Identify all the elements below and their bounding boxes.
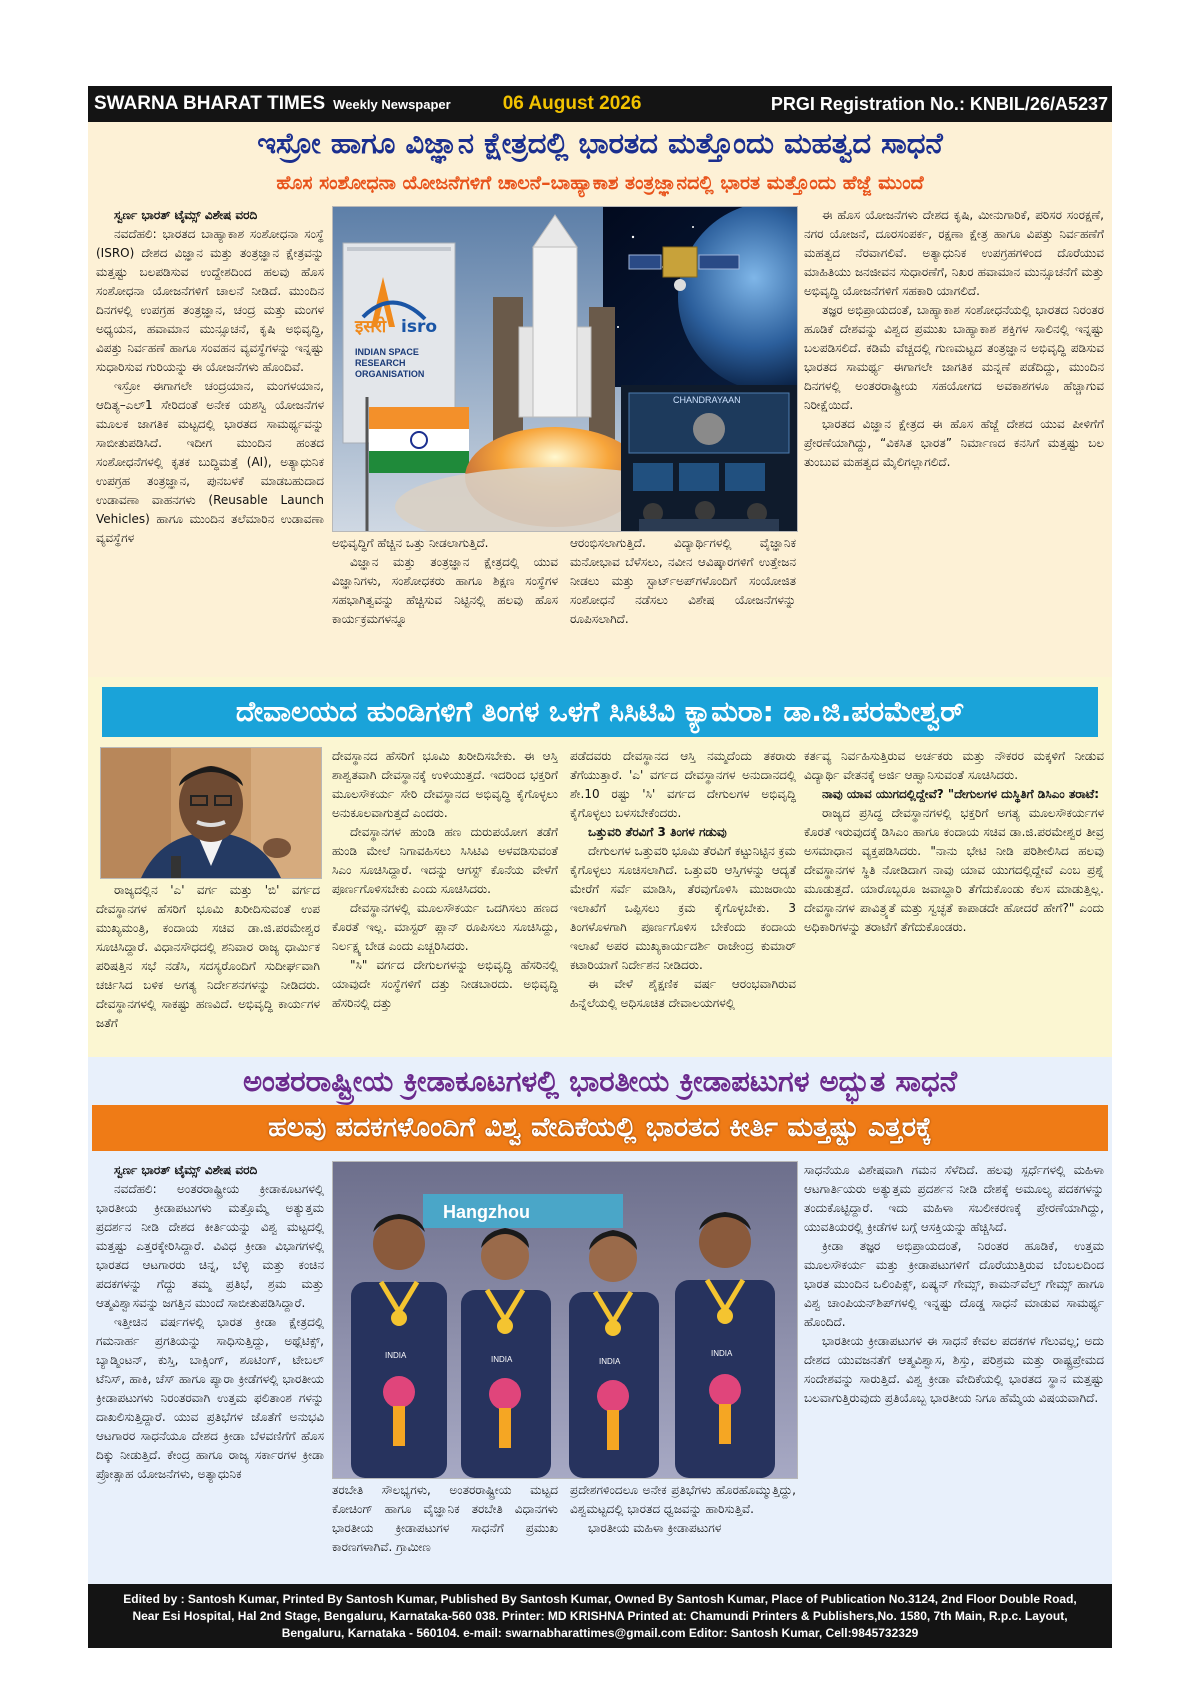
story1-paragraph: ಈ ಹೊಸ ಯೋಜನೆಗಳು ದೇಶದ ಕೃಷಿ, ಮೀನುಗಾರಿಕೆ, ಪರಿಸರ ಸಂರಕ್ಷಣೆ, ನಗರ ಯೋಜನೆ, ದೂರಸಂಪರ್ಕ, ರಕ್ಷಣಾ ಕ್ಷೇತ್ರ ಹಾಗೂ ವಿಪತ್ತು ನಿರ್ವಹಣೆಗೆ ಮಹತ್ವದ ನೆರವಾಗಲಿವೆ. ಅತ್ಯಾಧುನಿಕ ಉಪಗ್ರಹಗಳಿಂದ ದೊರೆಯುವ ಮಾಹಿತಿಯು ಜನಜೀವನ ಸುಧಾರಣೆಗೆ, ನಿಖರ ಹವಾಮಾನ ಮುನ್ಸೂಚನೆಗೆ ಮತ್ತು ಅಭಿವೃದ್ಧಿ ಯೋಜನೆಗಳಿಗೆ ಸಹಕಾರಿ ಯಾಗಲಿದೆ. xyxy=(804,208,1104,298)
jersey-text: INDIA xyxy=(385,1351,407,1360)
story3-column-4 xyxy=(804,1161,1104,1581)
story3-paragraph: ಪ್ರದೇಶಗಳಿಂದಲೂ ಅನೇಕ ಪ್ರತಿಭೆಗಳು ಹೊರಹೊಮ್ಮುತ್ತಿದ್ದು, ವಿಶ್ವಮಟ್ಟದಲ್ಲಿ ಭಾರತದ ಧ್ವಜವನ್ನು ಹಾರಿಸುತ್ತಿವೆ. xyxy=(570,1483,796,1516)
story3-column-3 xyxy=(570,1481,796,1581)
story3-paragraph: ತರಬೇತಿ ಸೌಲಭ್ಯಗಳು, ಅಂತರರಾಷ್ಟ್ರೀಯ ಮಟ್ಟದ ಕೋಚಿಂಗ್ ಹಾಗೂ ವೈಜ್ಞಾನಿಕ ತರಬೇತಿ ವಿಧಾನಗಳು ಭಾರತೀಯ ಕ್ರೀಡಾಪಟುಗಳ ಸಾಧನೆಗೆ ಪ್ರಮುಖ ಕಾರಣಗಳಾಗಿವೆ. ಗ್ರಾಮೀಣ xyxy=(332,1483,558,1554)
paper-frequency: Weekly Newspaper xyxy=(333,96,451,112)
story3-column-2 xyxy=(332,1481,558,1581)
story3-paragraph: ಕ್ರೀಡಾ ತಜ್ಞರ ಅಭಿಪ್ರಾಯದಂತೆ, ನಿರಂತರ ಹೂಡಿಕೆ, ಉತ್ತಮ ಮೂಲಸೌಕರ್ಯ ಮತ್ತು ಕ್ರೀಡಾಪಟುಗಳಿಗೆ ದೊರೆಯುತ್ತಿರುವ ಬೆಂಬಲದಿಂದ ಭಾರತ ಮುಂದಿನ ಒಲಿಂಪಿಕ್ಸ್, ಏಷ್ಯನ್ ಗೇಮ್ಸ್, ಕಾಮನ್‌ವೆಲ್ತ್ ಗೇಮ್ಸ್ ಹಾಗೂ ವಿಶ್ವ ಚಾಂಪಿಯನ್‌ಶಿಪ್‌ಗಳಲ್ಲಿ ಇನ್ನಷ್ಟು ದೊಡ್ಡ ಸಾಧನೆ ಮಾಡುವ ಸಾಮರ್ಥ್ಯ ಹೊಂದಿದೆ. xyxy=(804,1239,1104,1329)
venue-banner: Hangzhou xyxy=(443,1202,530,1222)
story3-paragraph: ಸಾಧನೆಯೂ ವಿಶೇಷವಾಗಿ ಗಮನ ಸೆಳೆದಿದೆ. ಹಲವು ಸ್ಪರ್ಧೆಗಳಲ್ಲಿ ಮಹಿಳಾ ಆಟಗಾರ್ತಿಯರು ಅತ್ಯುತ್ತಮ ಪ್ರದರ್ಶನ ನೀಡಿ ದೇಶಕ್ಕೆ ಅಮೂಲ್ಯ ಪದಕಗಳನ್ನು ತಂದುಕೊಟ್ಟಿದ್ದಾರೆ. ಇದು ಮಹಿಳಾ ಸಬಲೀಕರಣಕ್ಕೆ ಪ್ರೇರಣೆಯಾಗಿದ್ದು, ಯುವತಿಯರಲ್ಲಿ ಕ್ರೀಡೆಗಳ ಬಗ್ಗೆ ಆಸಕ್ತಿಯನ್ನು ಹೆಚ್ಚಿಸಿದೆ. xyxy=(804,1163,1104,1234)
story3-paragraph: ಭಾರತೀಯ ಕ್ರೀಡಾಪಟುಗಳ ಈ ಸಾಧನೆ ಕೇವಲ ಪದಕಗಳ ಗೆಲುವಲ್ಲ; ಅದು ದೇಶದ ಯುವಜನತೆಗೆ ಆತ್ಮವಿಶ್ವಾಸ, ಶಿಸ್ತು, ಪರಿಶ್ರಮ ಮತ್ತು ರಾಷ್ಟ್ರಪ್ರೇಮದ ಸಂದೇಶವನ್ನು ಸಾರುತ್ತಿದೆ. ವಿಶ್ವ ಕ್ರೀಡಾ ವೇದಿಕೆಯಲ್ಲಿ ಭಾರತದ ಸ್ಥಾನ ಮತ್ತಷ್ಟು ಬಲವಾಗುತ್ತಿರುವುದು ಪ್ರತಿಯೊಬ್ಬ ಭಾರತೀಯ ನಿಗೂ ಹೆಮ್ಮೆಯ ವಿಷಯವಾಗಿದೆ. xyxy=(804,1334,1104,1405)
story2-paragraph: ದೇಗುಲಗಳ ಒತ್ತುವರಿ ಭೂಮಿ ತೆರವಿಗೆ ಕಟ್ಟುನಿಟ್ಟಿನ ಕ್ರಮ ಕೈಗೊಳ್ಳಲು ಸೂಚಿಸಲಾಗಿದೆ. ಒತ್ತುವರಿ ಆಸ್ತಿಗಳನ್ನು ಆದ್ಯತೆ ಮೇರೆಗೆ ಸರ್ವೆ ಮಾಡಿಸಿ, ತೆರವುಗೊಳಿಸಿ ಮುಜರಾಯಿ ಇಲಾಖೆಗೆ ಒಪ್ಪಿಸಲು ಕ್ರಮ ಕೈಗೊಳ್ಳಬೇಕು. 3 ತಿಂಗಳೊಳಗಾಗಿ ಪೂರ್ಣಗೊಳಿಸ ಬೇಕೆಂದು ಕಂದಾಯ ಇಲಾಖೆ ಅಪರ ಮುಖ್ಯಕಾರ್ಯದರ್ಶಿ ರಾಜೇಂದ್ರ ಕುಮಾರ್ ಕಟಾರಿಯಾಗೆ ನಿರ್ದೇಶನ ನೀಡಿದರು. xyxy=(570,844,796,972)
story2-paragraph: ದೇವಸ್ಥಾನಗಳಲ್ಲಿ ಮೂಲಸೌಕರ್ಯ ಒದಗಿಸಲು ಹಣದ ಕೊರತೆ ಇಲ್ಲ. ಮಾಸ್ಟರ್ ಪ್ಲಾನ್ ರೂಪಿಸಲು ಸೂಚಿಸಿದ್ದು, ನಿರ್ಲಕ್ಷ್ಯ ಬೇಡ ಎಂದು ಎಚ್ಚರಿಸಿದರು. xyxy=(332,901,558,953)
jersey-text: INDIA xyxy=(599,1357,621,1366)
story3-column-1 xyxy=(96,1161,324,1581)
story3-subheadline: ಹಲವು ಪದಕಗಳೊಂದಿಗೆ ವಿಶ್ವ ವೇದಿಕೆಯಲ್ಲಿ ಭಾರತದ ಕೀರ್ತಿ ಮತ್ತಷ್ಟು ಎತ್ತರಕ್ಕೆ xyxy=(92,1105,1108,1151)
story1-column-1 xyxy=(96,206,324,672)
paper-name: SWARNA BHARAT TIMES xyxy=(94,93,326,114)
jersey-text: INDIA xyxy=(491,1355,513,1364)
isro-logo-english: isro xyxy=(401,317,438,337)
story2-subheading: ನಾವು ಯಾವ ಯುಗದಲ್ಲಿದ್ದೇವೆ? "ದೇಗುಲಗಳ ದುಸ್ಥಿತಿಗೆ ಡಿಸಿಎಂ ತರಾಟೆ: xyxy=(822,787,1100,801)
isro-collage-illustration xyxy=(333,207,797,531)
story2-paragraph: ದೇವಸ್ಥಾನಗಳ ಹುಂಡಿ ಹಣ ದುರುಪಯೋಗ ತಡೆಗೆ ಹುಂಡಿ ಮೇಲೆ ನಿಗಾವಹಿಸಲು ಸಿಸಿಟಿವಿ ಅಳವಡಿಸುವಂತೆ ಸಿಎಂ ಸೂಚಿಸಿದ್ದಾರೆ. ಇದನ್ನು ಆಗಸ್ಟ್ ಕೊನೆಯ ವೇಳೆಗೆ ಪೂರ್ಣಗೊಳಿಸಬೇಕು ಎಂದು ಸೂಚಿಸಿದರು. xyxy=(332,825,558,896)
story2-column-3 xyxy=(570,747,796,1053)
story1-headline: ಇಸ್ರೋ ಹಾಗೂ ವಿಜ್ಞಾನ ಕ್ಷೇತ್ರದಲ್ಲಿ ಭಾರತದ ಮತ್ತೊಂದು ಮಹತ್ವದ ಸಾಧನೆ xyxy=(257,126,943,160)
imprint-line: Near Esi Hospital, Hal 2nd Stage, Bengaluru, Karnataka-560 038. Printer: MD KRISHNA Printed at: Chamundi Printers & Publishers,No. 1580, 7th Main, R.p.c. Layout, xyxy=(132,1609,1068,1623)
story1-paragraph: ನವದೆಹಲಿ: ಭಾರತದ ಬಾಹ್ಯಾಕಾಶ ಸಂಶೋಧನಾ ಸಂಸ್ಥೆ (ISRO) ದೇಶದ ವಿಜ್ಞಾನ ಮತ್ತು ತಂತ್ರಜ್ಞಾನ ಕ್ಷೇತ್ರವನ್ನು ಮತ್ತಷ್ಟು ಬಲಪಡಿಸುವ ಉದ್ದೇಶದಿಂದ ಹಲವು ಹೊಸ ಸಂಶೋಧನಾ ಯೋಜನೆಗಳಿಗೆ ಚಾಲನೆ ನೀಡಿದೆ. ಮುಂದಿನ ದಿನಗಳಲ್ಲಿ ಉಪಗ್ರಹ ತಂತ್ರಜ್ಞಾನ, ಚಂದ್ರ ಮತ್ತು ಮಂಗಳ ಅಧ್ಯಯನ, ಹವಾಮಾನ ಮುನ್ಸೂಚನೆ, ಕೃಷಿ ಅಭಿವೃದ್ಧಿ, ವಿಪತ್ತು ನಿರ್ವಹಣೆ ಹಾಗೂ ಸಂವಹನ ವ್ಯವಸ್ಥೆಗಳನ್ನು ಇನ್ನಷ್ಟು ಸುಧಾರಿಸುವ ಗುರಿಯನ್ನು ಈ ಯೋಜನೆಗಳು ಹೊಂದಿವೆ. xyxy=(96,227,324,374)
story1-column-2 xyxy=(332,534,558,672)
story1-paragraph: ಭಾರತದ ವಿಜ್ಞಾನ ಕ್ಷೇತ್ರದ ಈ ಹೊಸ ಹೆಜ್ಜೆ ದೇಶದ ಯುವ ಪೀಳಿಗೆಗೆ ಪ್ರೇರಣೆಯಾಗಿದ್ದು, “ವಿಕಸಿತ ಭಾರತ” ನಿರ್ಮಾಣದ ಕನಸಿಗೆ ಮತ್ತಷ್ಟು ಬಲ ತುಂಬುವ ಮಹತ್ವದ ಮೈಲಿಗಲ್ಲಾಗಲಿದೆ. xyxy=(804,417,1104,469)
registration-number: PRGI Registration No.: KNBIL/26/A5237 xyxy=(770,93,1108,114)
imprint-line: Bengaluru, Karnataka - 560104. e-mail: swarnabharattimes@gmail.com Editor: Santosh Kumar, Cell:9845732329 xyxy=(281,1626,919,1640)
story2-column-1 xyxy=(96,881,320,1053)
story2-paragraph: ರಾಜ್ಯದ ಪ್ರಸಿದ್ಧ ದೇವಸ್ಥಾನಗಳಲ್ಲಿ ಭಕ್ತರಿಗೆ ಅಗತ್ಯ ಮೂಲಸೌಕರ್ಯಗಳ ಕೊರತೆ ಇರುವುದಕ್ಕೆ ಡಿಸಿಎಂ ಹಾಗೂ ಕಂದಾಯ ಸಚಿವ ಡಾ.ಜಿ.ಪರಮೇಶ್ವರ ತೀವ್ರ ಅಸಮಾಧಾನ ವ್ಯಕ್ತಪಡಿಸಿದರು. "ನಾನು ಭೇಟಿ ನೀಡಿ ಪರಿಶೀಲಿಸಿದ ಹಲವು ದೇವಸ್ಥಾನಗಳ ಸ್ಥಿತಿ ನೋಡಿದಾಗ ನಾವು ಯಾವ ಯುಗದಲ್ಲಿದ್ದೇವೆ ಎಂಬ ಪ್ರಶ್ನೆ ಮೂಡುತ್ತದೆ. ಯಾರೊಬ್ಬರೂ ಜವಾಬ್ದಾರಿ ತೆಗೆದುಕೊಂಡು ಕೆಲಸ ಮಾಡುತ್ತಿಲ್ಲ. ದೇವಸ್ಥಾನಗಳ ಪಾವಿತ್ರ್ಯತೆ ಮತ್ತು ಸ್ವಚ್ಛತೆ ಕಾಪಾಡದೇ ಹೋದರೆ ಹೇಗೆ?" ಎಂದು ಅಧಿಕಾರಿಗಳನ್ನು ತರಾಟೆಗೆ ತೆಗೆದುಕೊಂಡರು. xyxy=(804,806,1104,934)
story2-paragraph: ಕರ್ತವ್ಯ ನಿರ್ವಹಿಸುತ್ತಿರುವ ಅರ್ಚಕರು ಮತ್ತು ನೌಕರರ ಮಕ್ಕಳಿಗೆ ನೀಡುವ ವಿದ್ಯಾರ್ಥಿ ವೇತನಕ್ಕೆ ಅರ್ಜಿ ಆಹ್ವಾನಿಸುವಂತೆ ಸೂಚಿಸಿದರು. xyxy=(804,749,1104,782)
story2-column-2 xyxy=(332,747,558,1053)
story1-paragraph: ಅಭಿವೃದ್ಧಿಗೆ ಹೆಚ್ಚಿನ ಒತ್ತು ನೀಡಲಾಗುತ್ತಿದೆ. xyxy=(332,536,489,550)
minister-portrait-illustration xyxy=(101,748,321,878)
story3-headline: ಅಂತರರಾಷ್ಟ್ರೀಯ ಕ್ರೀಡಾಕೂಟಗಳಲ್ಲಿ ಭಾರತೀಯ ಕ್ರೀಡಾಪಟುಗಳ ಅದ್ಭುತ ಸಾಧನೆ xyxy=(242,1064,958,1098)
story3-paragraph: ನವದೆಹಲಿ: ಅಂತರರಾಷ್ಟ್ರೀಯ ಕ್ರೀಡಾಕೂಟಗಳಲ್ಲಿ ಭಾರತೀಯ ಕ್ರೀಡಾಪಟುಗಳು ಮತ್ತೊಮ್ಮೆ ಅತ್ಯುತ್ತಮ ಪ್ರದರ್ಶನ ನೀಡಿ ದೇಶದ ಕೀರ್ತಿಯನ್ನು ವಿಶ್ವ ಮಟ್ಟದಲ್ಲಿ ಮತ್ತಷ್ಟು ಎತ್ತರಕ್ಕೇರಿಸಿದ್ದಾರೆ. ವಿವಿಧ ಕ್ರೀಡಾ ವಿಭಾಗಗಳಲ್ಲಿ ಭಾರತದ ಆಟಗಾರರು ಚಿನ್ನ, ಬೆಳ್ಳಿ ಮತ್ತು ಕಂಚಿನ ಪದಕಗಳನ್ನು ಗೆದ್ದು ತಮ್ಮ ಪ್ರತಿಭೆ, ಶ್ರಮ ಮತ್ತು ಆತ್ಮವಿಶ್ವಾಸವನ್ನು ಜಗತ್ತಿನ ಮುಂದೆ ಸಾಬೀತುಪಡಿಸಿದ್ದಾರೆ. xyxy=(96,1182,324,1310)
isro-logo-hindi: इसरो xyxy=(355,317,387,337)
story1-column-3 xyxy=(570,534,796,672)
story2-paragraph: "ಸಿ" ವರ್ಗದ ದೇಗುಲಗಳನ್ನು ಅಭಿವೃದ್ಧಿ ಹೆಸರಿನಲ್ಲಿ ಯಾವುದೇ ಸಂಸ್ಥೆಗಳಿಗೆ ದತ್ತು ನೀಡಬಾರದು. ಅಭಿವೃದ್ಧಿ ಹೆಸರಿನಲ್ಲಿ ದತ್ತು xyxy=(332,958,558,1010)
newspaper-page xyxy=(88,86,1112,1648)
imprint-line: Edited by : Santosh Kumar, Printed By Santosh Kumar, Published By Santosh Kumar, Owned By Santosh Kumar, Place of Publication No.3124, 2nd Floor Double Road, xyxy=(123,1592,1077,1606)
monitor-caption: CHANDRAYAAN xyxy=(673,395,741,405)
story1-paragraph: ಆರಂಭಿಸಲಾಗುತ್ತಿದೆ. ವಿದ್ಯಾರ್ಥಿಗಳಲ್ಲಿ ವೈಜ್ಞಾನಿಕ ಮನೋಭಾವ ಬೆಳೆಸಲು, ನವೀನ ಆವಿಷ್ಕಾರಗಳಿಗೆ ಉತ್ತೇಜನ ನೀಡಲು ಮತ್ತು ಸ್ಟಾರ್ಟ್‌ಅಪ್‌ಗಳೊಂದಿಗೆ ಸಂಯೋಜಿತ ಸಂಶೋಧನೆ ನಡೆಸಲು ವಿಶೇಷ ಯೋಜನೆಗಳನ್ನು ರೂಪಿಸಲಾಗಿದೆ. xyxy=(570,536,796,626)
story2-column-4 xyxy=(804,747,1104,1053)
story1-paragraph: ವಿಜ್ಞಾನ ಮತ್ತು ತಂತ್ರಜ್ಞಾನ ಕ್ಷೇತ್ರದಲ್ಲಿ ಯುವ ವಿಜ್ಞಾನಿಗಳು, ಸಂಶೋಧಕರು ಹಾಗೂ ಶಿಕ್ಷಣ ಸಂಸ್ಥೆಗಳ ಸಹಭಾಗಿತ್ವವನ್ನು ಹೆಚ್ಚಿಸುವ ನಿಟ್ಟಿನಲ್ಲಿ ಹಲವು ಹೊಸ ಕಾರ್ಯಕ್ರಮಗಳನ್ನೂ xyxy=(332,555,558,626)
story1-dateline: ಸ್ವರ್ಣ ಭಾರತ್ ಟೈಮ್ಸ್ ವಿಶೇಷ ವರದಿ xyxy=(114,208,258,222)
story3-dateline: ಸ್ವರ್ಣ ಭಾರತ್ ಟೈಮ್ಸ್ ವಿಶೇಷ ವರದಿ xyxy=(114,1163,258,1177)
story3-paragraph: ಭಾರತೀಯ ಮಹಿಳಾ ಕ್ರೀಡಾಪಟುಗಳ xyxy=(588,1521,722,1535)
minister-photo xyxy=(100,747,322,879)
story-sports xyxy=(88,1057,1112,1584)
athletes-podium-illustration xyxy=(333,1162,797,1478)
isro-photo xyxy=(332,206,798,532)
story1-paragraph: ಇಸ್ರೋ ಈಗಾಗಲೇ ಚಂದ್ರಯಾನ, ಮಂಗಳಯಾನ, ಆದಿತ್ಯ–ಎಲ್1 ಸೇರಿದಂತೆ ಅನೇಕ ಯಶಸ್ವಿ ಯೋಜನೆಗಳ ಮೂಲಕ ಜಾಗತಿಕ ಮಟ್ಟದಲ್ಲಿ ಭಾರತದ ಸಾಮರ್ಥ್ಯವನ್ನು ಸಾಬೀತುಪಡಿಸಿದೆ. ಇದೀಗ ಮುಂದಿನ ಹಂತದ ಸಂಶೋಧನೆಗಳಲ್ಲಿ ಕೃತಕ ಬುದ್ಧಿಮತ್ತೆ (AI), ಅತ್ಯಾಧುನಿಕ ಉಪಗ್ರಹ ತಂತ್ರಜ್ಞಾನ, ಪುನಬಳಕೆ ಮಾಡಬಹುದಾದ ಉಡಾವಣಾ ವಾಹನಗಳು (Reusable Launch Vehicles) ಹಾಗೂ ಮುಂದಿನ ತಲೆಮಾರಿನ ಉಡಾವಣಾ ವ್ಯವಸ್ಥೆಗಳ xyxy=(96,379,324,545)
story3-paragraph: ಇತ್ತೀಚಿನ ವರ್ಷಗಳಲ್ಲಿ ಭಾರತ ಕ್ರೀಡಾ ಕ್ಷೇತ್ರದಲ್ಲಿ ಗಮನಾರ್ಹ ಪ್ರಗತಿಯನ್ನು ಸಾಧಿಸುತ್ತಿದ್ದು, ಅಥ್ಲೆಟಿಕ್ಸ್, ಬ್ಯಾಡ್ಮಿಂಟನ್, ಕುಸ್ತಿ, ಬಾಕ್ಸಿಂಗ್, ಶೂಟಿಂಗ್, ಟೇಬಲ್ ಟೆನಿಸ್, ಹಾಕಿ, ಚೆಸ್ ಹಾಗೂ ಪ್ಯಾರಾ ಕ್ರೀಡೆಗಳಲ್ಲಿ ಭಾರತೀಯ ಕ್ರೀಡಾಪಟುಗಳು ನಿರಂತರವಾಗಿ ಉತ್ತಮ ಫಲಿತಾಂಶ ಗಳನ್ನು ದಾಖಲಿಸುತ್ತಿದ್ದಾರೆ. ಯುವ ಪ್ರತಿಭೆಗಳ ಜೊತೆಗೆ ಅನುಭವಿ ಆಟಗಾರರ ಸಾಧನೆಯೂ ದೇಶದ ಕ್ರೀಡಾ ಬೆಳವಣಿಗೆಗೆ ಹೊಸ ದಿಕ್ಕು ನೀಡುತ್ತಿದೆ. ಕೇಂದ್ರ ಹಾಗೂ ರಾಜ್ಯ ಸರ್ಕಾರಗಳ ಕ್ರೀಡಾ ಪ್ರೋತ್ಸಾಹ ಯೋಜನೆಗಳು, ಅತ್ಯಾಧುನಿಕ xyxy=(96,1315,324,1481)
story1-column-4 xyxy=(804,206,1104,672)
story2-paragraph: ದೇವಸ್ಥಾನದ ಹೆಸರಿಗೆ ಭೂಮಿ ಖರೀದಿಸಬೇಕು. ಈ ಆಸ್ತಿ ಶಾಶ್ವತವಾಗಿ ದೇವಸ್ಥಾನಕ್ಕೆ ಉಳಿಯುತ್ತದೆ. ಇದರಿಂದ ಭಕ್ತರಿಗೆ ಮೂಲಸೌಕರ್ಯ ಸೇರಿ ದೇವಸ್ಥಾನದ ಅಭಿವೃದ್ಧಿ ಕೈಗೊಳ್ಳಲು ಅನುಕೂಲವಾಗುತ್ತದೆ ಎಂದರು. xyxy=(332,749,558,820)
story2-paragraph: ಪಡೆದವರು ದೇವಸ್ಥಾನದ ಆಸ್ತಿ ನಮ್ಮದೆಂದು ತಕರಾರು ತೆಗೆಯುತ್ತಾರೆ. 'ಎ' ವರ್ಗದ ದೇವಸ್ಥಾನಗಳ ಅನುದಾನದಲ್ಲಿ ಶೇ.10 ರಷ್ಟು 'ಸಿ' ವರ್ಗದ ದೇಗುಲಗಳ ಅಭಿವೃದ್ಧಿ ಕೈಗೊಳ್ಳಲು ಬಳಸಬೇಕೆಂದರು. xyxy=(570,749,796,820)
story2-headline: ದೇವಾಲಯದ ಹುಂಡಿಗಳಿಗೆ ತಿಂಗಳ ಒಳಗೆ ಸಿಸಿಟಿವಿ ಕ್ಯಾಮರಾ: ಡಾ.ಜಿ.ಪರಮೇಶ್ವರ್ xyxy=(102,687,1098,737)
story2-subheading: ಒತ್ತುವರಿ ತೆರವಿಗೆ 3 ತಿಂಗಳ ಗಡುವು xyxy=(588,825,727,839)
isro-building-sign: INDIAN SPACE RESEARCH ORGANISATION xyxy=(355,347,425,379)
masthead xyxy=(88,86,1112,122)
imprint-footer xyxy=(88,1584,1112,1648)
story1-subheadline: ಹೊಸ ಸಂಶೋಧನಾ ಯೋಜನೆಗಳಿಗೆ ಚಾಲನೆ–ಬಾಹ್ಯಾಕಾಶ ತಂತ್ರಜ್ಞಾನದಲ್ಲಿ ಭಾರತ ಮತ್ತೊಂದು ಹೆಜ್ಜೆ ಮುಂದೆ xyxy=(276,172,924,194)
story1-paragraph: ತಜ್ಞರ ಅಭಿಪ್ರಾಯದಂತೆ, ಬಾಹ್ಯಾಕಾಶ ಸಂಶೋಧನೆಯಲ್ಲಿ ಭಾರತದ ನಿರಂತರ ಹೂಡಿಕೆ ದೇಶವನ್ನು ವಿಶ್ವದ ಪ್ರಮುಖ ಬಾಹ್ಯಾಕಾಶ ಶಕ್ತಿಗಳ ಸಾಲಿನಲ್ಲಿ ಇನ್ನಷ್ಟು ಬಲಪಡಿಸಲಿದೆ. ಕಡಿಮೆ ವೆಚ್ಚದಲ್ಲಿ ಗುಣಮಟ್ಟದ ತಂತ್ರಜ್ಞಾನ ಅಭಿವೃದ್ಧಿ ಪಡಿಸುವ ಭಾರತದ ಸಾಮರ್ಥ್ಯ ಈಗಾಗಲೇ ಜಾಗತಿಕ ಮನ್ನಣೆ ಪಡೆದಿದ್ದು, ಮುಂದಿನ ದಿನಗಳಲ್ಲಿ ಅಂತರರಾಷ್ಟ್ರೀಯ ಸಹಯೋಗದ ಅವಕಾಶಗಳೂ ಹೆಚ್ಚಾಗುವ ನಿರೀಕ್ಷೆಯಿದೆ. xyxy=(804,303,1104,412)
story-temple-cctv xyxy=(88,677,1112,1057)
jersey-text: INDIA xyxy=(711,1349,733,1358)
athletes-photo xyxy=(332,1161,798,1479)
issue-date: 06 August 2026 xyxy=(502,93,642,114)
story2-paragraph: ಈ ವೇಳೆ ಶೈಕ್ಷಣಿಕ ವರ್ಷ ಆರಂಭವಾಗಿರುವ ಹಿನ್ನೆಲೆಯಲ್ಲಿ ಅಧಿಸೂಚಿತ ದೇವಾಲಯಗಳಲ್ಲಿ xyxy=(570,977,796,1010)
story-isro xyxy=(88,122,1112,677)
story2-paragraph: ರಾಜ್ಯದಲ್ಲಿನ 'ಎ' ವರ್ಗ ಮತ್ತು 'ಬಿ' ವರ್ಗದ ದೇವಸ್ಥಾನಗಳ ಹೆಸರಿಗೆ ಭೂಮಿ ಖರೀದಿಸುವಂತೆ ಉಪ ಮುಖ್ಯಮಂತ್ರಿ, ಕಂದಾಯ ಸಚಿವ ಡಾ.ಜಿ.ಪರಮೇಶ್ವರ ಸೂಚಿಸಿದ್ದಾರೆ. ವಿಧಾನಸೌಧದಲ್ಲಿ ಶನಿವಾರ ರಾಜ್ಯ ಧಾರ್ಮಿಕ ಪರಿಷತ್ತಿನ ಸಭೆ ನಡೆಸಿ, ಸದಸ್ಯರೊಂದಿಗೆ ಸುದೀರ್ಘವಾಗಿ ಚರ್ಚಿಸಿದ ಬಳಿಕ ಅಗತ್ಯ ನಿರ್ದೇಶನಗಳನ್ನು ನೀಡಿದರು. ದೇವಸ್ಥಾನಗಳಲ್ಲಿ ಸಾಕಷ್ಟು ಹಣವಿದೆ. ಅಭಿವೃದ್ಧಿ ಕಾರ್ಯಗಳ ಜತೆಗೆ xyxy=(96,883,320,1030)
